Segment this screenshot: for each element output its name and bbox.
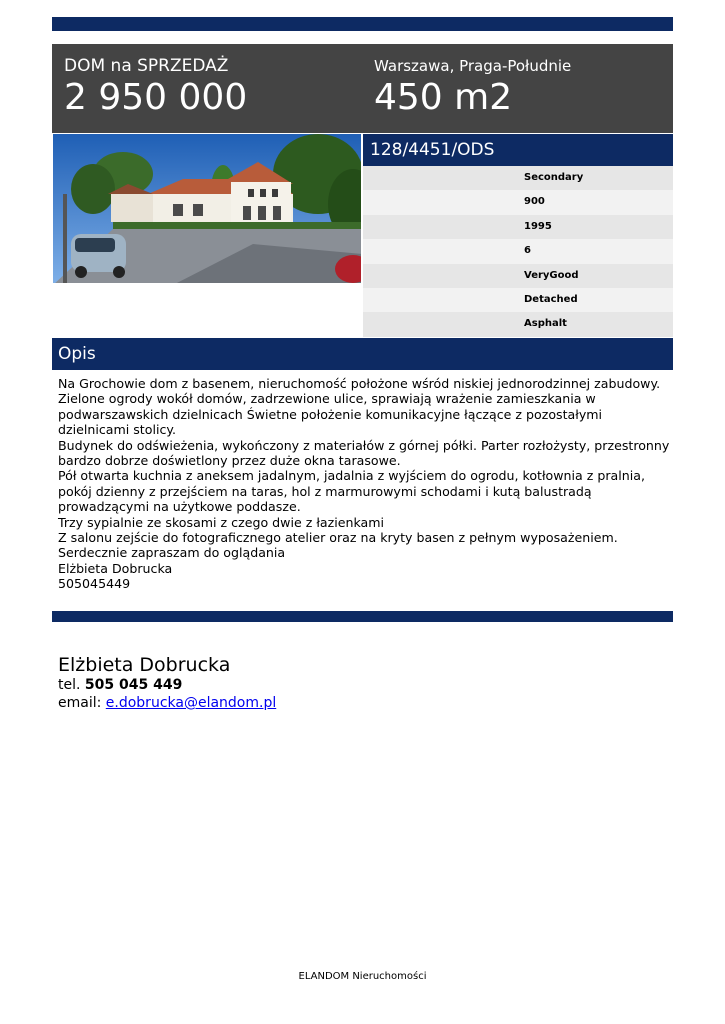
agent-name: Elżbieta Dobrucka: [58, 654, 231, 676]
listing-type: DOM na SPRZEDAŻ: [64, 56, 229, 76]
description-paragraph: Z salonu zejście do fotograficznego atelier oraz na kryty basen z pełnym wyposażeniem.: [58, 530, 618, 546]
description-text: [58, 376, 670, 592]
agent-contact: [58, 654, 276, 712]
description-paragraph: Elżbieta Dobrucka: [58, 560, 173, 576]
detail-row: 900: [363, 190, 673, 214]
details-table: [363, 166, 673, 337]
description-heading: Opis: [52, 338, 673, 370]
detail-row: VeryGood: [363, 264, 673, 288]
description-paragraph: Pół otwarta kuchnia z aneksem jadalnym, jadalnia z wyjściem do ogrodu, kotłownia z pralnia, pokój dzienny z przejściem na taras, hol z marmurowymi schodami i kutą balustradą prowadzącymi na użytkowe poddasze.: [58, 468, 645, 515]
detail-row: 6: [363, 239, 673, 263]
email-link[interactable]: e.dobrucka@elandom.pl: [105, 695, 277, 711]
description-paragraph: Budynek do odświeżenia, wykończony z materiałów z górnej półki. Parter rozłożysty, przestronny bardzo dobrze doświetlony przez duże okna tarasowe.: [58, 437, 670, 469]
location: Warszawa, Praga-Południe: [374, 57, 572, 75]
price: 2 950 000: [64, 77, 248, 118]
bottom-accent-bar: [52, 611, 673, 622]
footer-text: ELANDOM Nieruchomości: [298, 971, 427, 982]
header-right: [374, 56, 571, 120]
phone-number: 505 045 449: [84, 677, 183, 693]
detail-row: Detached: [363, 288, 673, 312]
listing-header: [52, 44, 673, 133]
detail-row: 1995: [363, 215, 673, 239]
detail-row: Secondary: [363, 166, 673, 190]
email-label: email:: [58, 695, 102, 711]
description-paragraph: Na Grochowie dom z basenem, nieruchomość położone wśród niskiej jednorodzinnej zabudowy. Zielone ogrody wokół domów, zadrzewione ulice, sprawiają wrażenie zamieszkania w podwarszawskich dzielnicach Świetne położenie komunikacyjne łączące z pozostałymi dzielnicami stolicy.: [58, 376, 661, 438]
email-line: [58, 694, 276, 712]
description-paragraph: Serdecznie zapraszam do oglądania: [58, 545, 286, 561]
property-photo: [52, 133, 362, 284]
top-accent-bar: [52, 17, 673, 31]
area: 450 m2: [374, 77, 513, 118]
header-left: [64, 56, 247, 120]
detail-row: Asphalt: [363, 312, 673, 336]
description-paragraph: Trzy sypialnie ze skosami z czego dwie z łazienkami: [58, 514, 385, 530]
phone-label: tel.: [58, 677, 81, 693]
description-paragraph: 505045449: [58, 576, 131, 592]
reference-number: 128/4451/ODS: [363, 134, 673, 166]
phone-line: [58, 676, 276, 694]
